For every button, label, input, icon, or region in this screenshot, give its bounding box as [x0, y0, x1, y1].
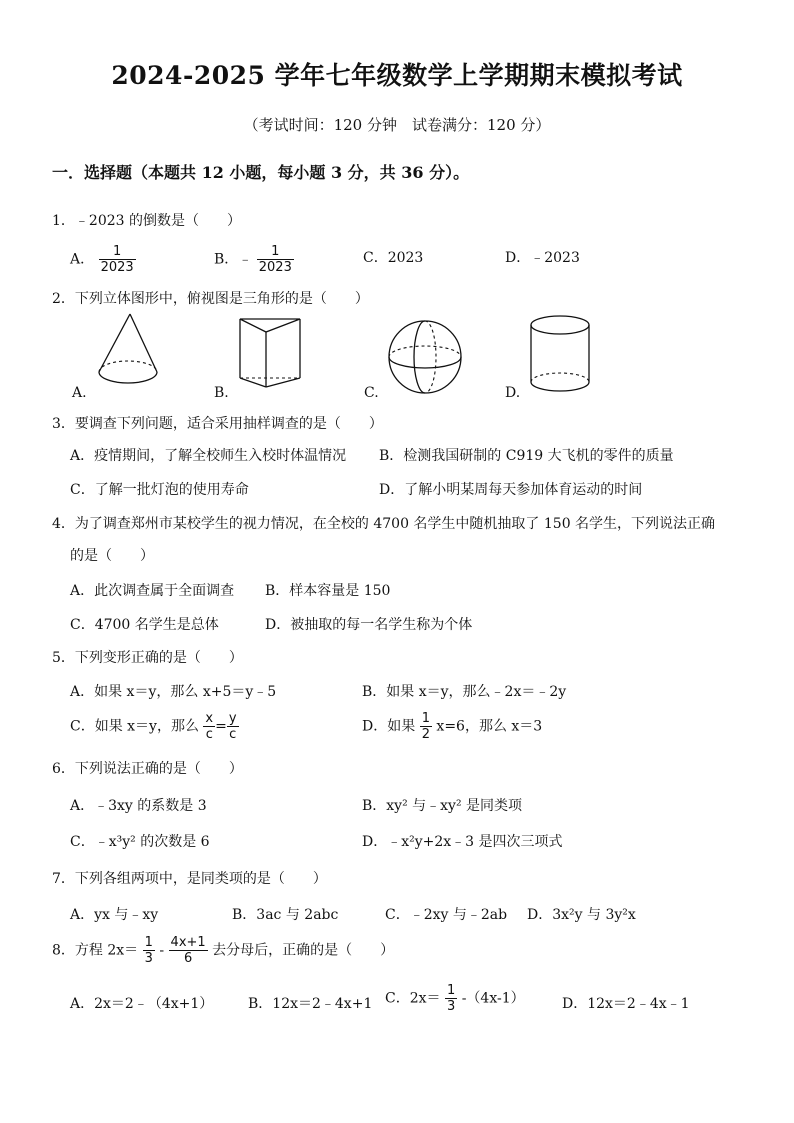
question-8-option-d[interactable]: D．12x＝2﹣4x﹣1 [562, 996, 690, 1012]
question-1-option-b[interactable] [214, 244, 294, 275]
question-7-option-c[interactable]: C．﹣2xy 与﹣2ab [385, 907, 508, 923]
minus-sign: - [159, 942, 165, 959]
question-2-option-a[interactable]: A. [72, 385, 87, 401]
equals-sign: = [215, 718, 227, 735]
fraction: $\frac{y}{c}$ [228, 711, 237, 742]
question-4-stem: 4．为了调查郑州市某校学生的视力情况，在全校的 4700 名学生中随机抽取了 150 名学生，下列说法正确 [52, 516, 716, 532]
question-6-option-c[interactable]: C．﹣x³y² 的次数是 6 [70, 834, 210, 850]
question-3-stem: 3．要调查下列问题，适合采用抽样调查的是（ ） [52, 416, 383, 432]
question-2-option-b[interactable]: B. [214, 385, 229, 401]
question-4-option-c[interactable]: C．4700 名学生是总体 [70, 617, 219, 633]
question-3-option-b[interactable]: B．检测我国研制的 C919 大飞机的零件的质量 [379, 448, 674, 464]
fraction: $\frac{1}{2023}$ [258, 244, 292, 275]
question-2-stem: 2．下列立体图形中，俯视图是三角形的是（ ） [52, 291, 369, 307]
question-4-stem-cont: 的是（ ） [70, 548, 154, 564]
page-title: 2024-2025 学年七年级数学上学期期末模拟考试 [111, 61, 683, 90]
question-4-option-b[interactable]: B．样本容量是 150 [265, 583, 391, 599]
stem-text: 去分母后，正确的是（ ） [212, 942, 395, 959]
question-1-option-a[interactable] [70, 244, 136, 275]
sphere-icon [385, 317, 465, 397]
question-4-option-a[interactable]: A．此次调查属于全面调查 [70, 583, 235, 599]
question-1-option-c[interactable]: C．2023 [363, 250, 424, 266]
question-8-option-a[interactable]: A．2x＝2﹣（4x+1） [70, 996, 214, 1012]
question-5-stem: 5．下列变形正确的是（ ） [52, 650, 243, 666]
option-text: D．如果 [362, 718, 416, 735]
question-5-option-c[interactable] [70, 711, 239, 742]
option-text: C．如果 x＝y，那么 [70, 718, 199, 735]
option-label: B．﹣ [214, 251, 253, 268]
option-label: A． [70, 251, 95, 268]
question-5-option-a[interactable]: A．如果 x＝y，那么 x+5＝y﹣5 [70, 684, 277, 700]
question-6-option-d[interactable]: D．﹣x²y+2x﹣3 是四次三项式 [362, 834, 563, 850]
section-heading: 一．选择题（本题共 12 小题，每小题 3 分，共 36 分）。 [52, 163, 470, 182]
question-1-stem: 1．﹣2023 的倒数是（ ） [52, 213, 241, 229]
question-4-option-d[interactable]: D．被抽取的每一名学生称为个体 [265, 617, 473, 633]
question-2-option-d[interactable]: D. [505, 385, 521, 401]
question-7-option-a[interactable]: A．yx 与﹣xy [70, 907, 159, 923]
question-3-option-c[interactable]: C．了解一批灯泡的使用寿命 [70, 482, 249, 498]
fraction: $\frac{1}{2}$ [421, 711, 430, 742]
cone-icon [95, 312, 165, 396]
question-8-stem [52, 935, 394, 966]
question-1-option-d[interactable]: D．﹣2023 [505, 250, 580, 266]
question-5-option-b[interactable]: B．如果 x＝y，那么﹣2x＝﹣2y [362, 684, 567, 700]
question-3-option-a[interactable]: A．疫情期间，了解全校师生入校时体温情况 [70, 448, 347, 464]
question-6-stem: 6．下列说法正确的是（ ） [52, 761, 243, 777]
question-2-option-c[interactable]: C. [364, 385, 379, 401]
option-text: x=6，那么 x＝3 [436, 718, 543, 735]
question-6-option-a[interactable]: A．﹣3xy 的系数是 3 [70, 798, 207, 814]
question-8-option-c[interactable] [385, 983, 525, 1014]
fraction: $\frac{1}{3}$ [446, 983, 456, 1014]
exam-info: （考试时间：120 分钟 试卷满分：120 分） [243, 116, 551, 134]
fraction: $\frac{1}{3}$ [144, 935, 153, 966]
question-7-option-d[interactable]: D．3x²y 与 3y²x [527, 907, 636, 923]
question-6-option-b[interactable]: B．xy² 与﹣xy² 是同类项 [362, 798, 523, 814]
question-3-option-d[interactable]: D．了解小明某周每天参加体育运动的时间 [379, 482, 643, 498]
stem-text: 8．方程 2x＝ [52, 942, 139, 959]
question-8-option-b[interactable]: B．12x＝2﹣4x+1 [248, 996, 373, 1012]
fraction: $\frac{4x+1}{6}$ [170, 935, 206, 966]
triangular-prism-icon [236, 316, 306, 390]
question-7-stem: 7．下列各组两项中，是同类项的是（ ） [52, 871, 327, 887]
question-5-option-d[interactable] [362, 711, 542, 742]
option-text: -（4x-1） [461, 990, 525, 1007]
fraction: $\frac{x}{c}$ [205, 711, 214, 742]
question-7-option-b[interactable]: B．3ac 与 2abc [232, 907, 339, 923]
option-text: C．2x＝ [385, 990, 441, 1007]
fraction: $\frac{1}{2023}$ [100, 244, 134, 275]
cylinder-icon [528, 314, 592, 396]
